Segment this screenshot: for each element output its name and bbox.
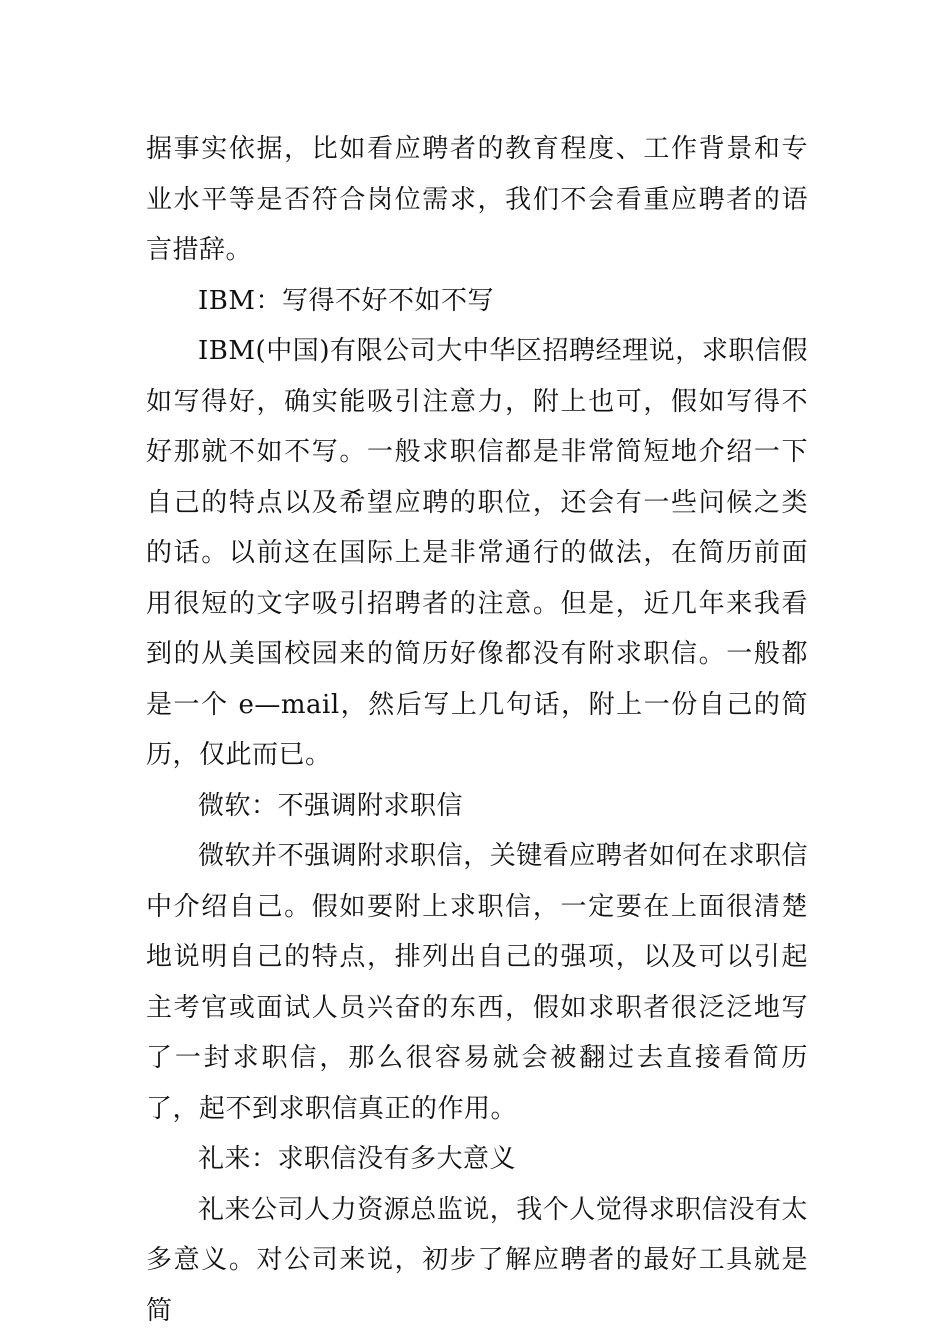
document-body [146,124,808,1336]
section-heading-lilly: 礼来：求职信没有多大意义 [198,1144,517,1174]
paragraph-microsoft: 微软并不强调附求职信，关键看应聘者如何在求职信中介绍自己。假如要附上求职信，一定要在上面很清楚地说明自己的特点，排列出自己的强项，以及可以引起主考官或面试人员兴奋的东西，假如求职者很泛泛地写了一封求职信，那么很容易就会被翻过去直接看简历了，起不到求职信真正的作用。 [146,841,808,1124]
paragraph-lilly: 礼来公司人力资源总监说，我个人觉得求职信没有太多意义。对公司来说，初步了解应聘者的最好工具就是简 [146,1194,808,1326]
paragraph-continuation: 据事实依据，比如看应聘者的教育程度、工作背景和专业水平等是否符合岗位需求，我们不会看重应聘者的语言措辞。 [146,134,808,265]
section-heading-microsoft: 微软：不强调附求职信 [198,790,464,821]
section-heading-ibm: IBM：写得不好不如不写 [198,285,494,316]
paragraph-ibm: IBM(中国)有限公司大中华区招聘经理说，求职信假如写得好，确实能吸引注意力，附上也可，假如写得不好那就不如不写。一般求职信都是非常简短地介绍一下自己的特点以及希望应聘的职位，还会有一些问候之类的话。以前这在国际上是非常通行的做法，在简历前面用很短的文字吸引招聘者的注意。但是，近几年来我看到的从美国校园来的简历好像都没有附求职信。一般都是一个 e—mail，然后写上几句话，附上一份自己的简历，仅此而已。 [146,336,808,770]
